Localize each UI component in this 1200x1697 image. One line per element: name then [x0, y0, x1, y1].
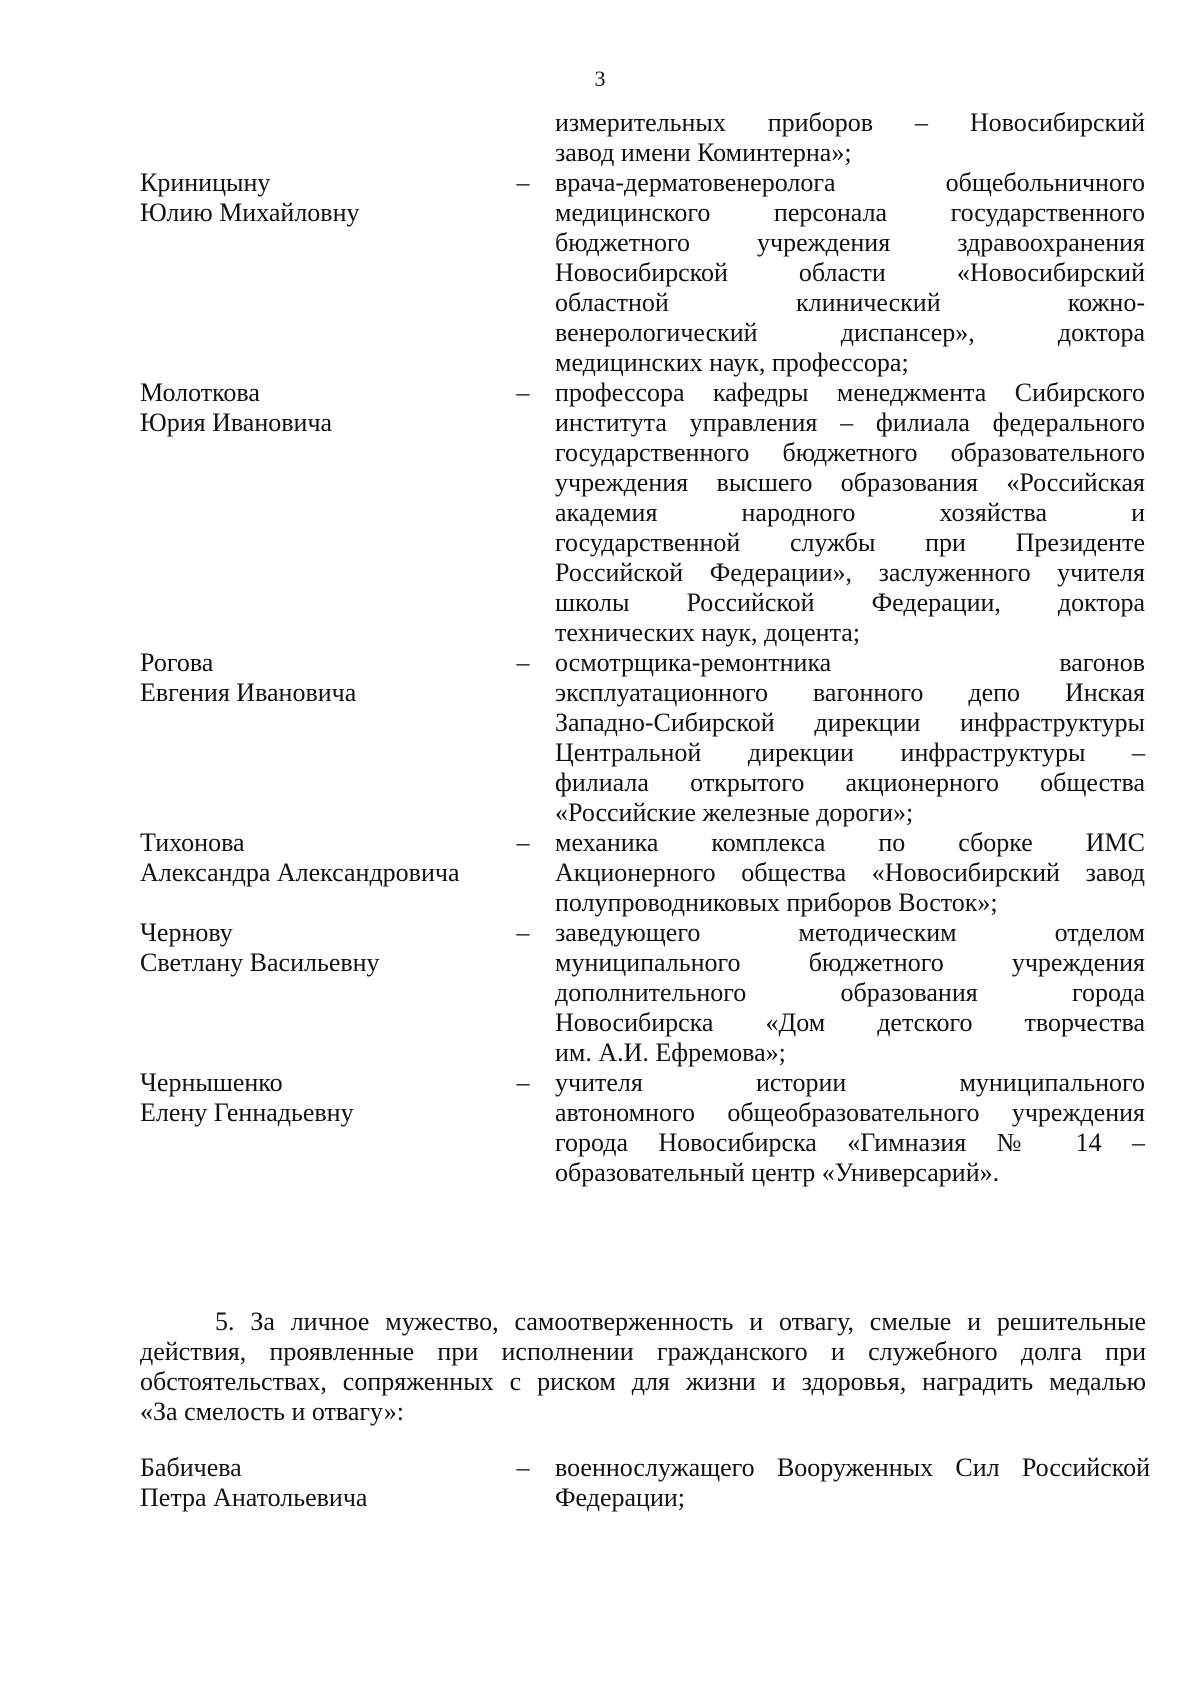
surname: Чернышенко — [140, 1068, 283, 1097]
paragraph-line: 5. За личное мужество, самоотверженность и отвагу, смелые и решительные — [215, 1307, 1146, 1336]
entry-dash: – — [516, 828, 530, 857]
entry-description — [555, 1068, 1145, 1188]
paragraph-line: «За смелость и отвагу»: — [140, 1397, 404, 1426]
description-line: военнослужащего Вооруженных Сил Российской — [555, 1453, 1150, 1482]
entry-name — [140, 828, 500, 888]
description-line: академия народного хозяйства и — [555, 498, 1145, 527]
description-line: учителя истории муниципального — [555, 1068, 1145, 1097]
description-line: медицинских наук, профессора; — [555, 348, 909, 377]
entry-name — [140, 1068, 500, 1128]
description-line: Новосибирска «Дом детского творчества — [555, 1008, 1145, 1037]
given-names: Елену Геннадьевну — [140, 1098, 354, 1127]
list-item-continuation — [0, 108, 1200, 168]
page-number: 3 — [594, 66, 606, 91]
entry-dash: – — [516, 378, 530, 407]
description-line: муниципального бюджетного учреждения — [555, 948, 1145, 977]
description-line: врача-дерматовенеролога общебольничного — [555, 168, 1145, 197]
description-line: дополнительного образования города — [555, 978, 1145, 1007]
given-names: Александра Александровича — [140, 858, 460, 887]
entry-description — [555, 1453, 1150, 1513]
description-line: профессора кафедры менеджмента Сибирского — [555, 378, 1145, 407]
entry-name — [140, 1453, 500, 1513]
list-item — [0, 648, 1200, 828]
description-line: города Новосибирска «Гимназия № 14 – — [555, 1128, 1145, 1157]
description-line: Федерации; — [555, 1483, 686, 1512]
entry-description — [555, 918, 1145, 1068]
list-item — [0, 918, 1200, 1068]
description-line: измерительных приборов – Новосибирский — [555, 108, 1145, 137]
award-list-medal — [0, 1453, 1200, 1513]
entry-dash: – — [516, 918, 530, 947]
description-line: механика комплекса по сборке ИМС — [555, 828, 1145, 857]
entry-description — [555, 828, 1145, 918]
entry-dash: – — [516, 648, 530, 677]
description-line: венерологический диспансер», доктора — [555, 318, 1145, 347]
surname: Криницыну — [140, 168, 271, 197]
list-item — [0, 168, 1200, 378]
entry-dash: – — [516, 168, 530, 197]
list-item — [0, 1068, 1200, 1188]
entry-description — [555, 648, 1145, 828]
description-line: школы Российской Федерации, доктора — [555, 588, 1145, 617]
entry-dash: – — [516, 1068, 530, 1097]
description-line: Акционерного общества «Новосибирский завод — [555, 858, 1145, 887]
description-line: заведующего методическим отделом — [555, 918, 1145, 947]
description-line: государственного бюджетного образовательного — [555, 438, 1145, 467]
entry-description — [555, 108, 1145, 168]
surname: Молоткова — [140, 378, 260, 407]
description-line: полупроводниковых приборов Восток»; — [555, 888, 998, 917]
description-line: Российской Федерации», заслуженного учителя — [555, 558, 1145, 587]
given-names: Петра Анатольевича — [140, 1483, 368, 1512]
description-line: государственной службы при Президенте — [555, 528, 1145, 557]
description-line: автономного общеобразовательного учреждения — [555, 1098, 1145, 1127]
description-line: Западно-Сибирской дирекции инфраструктуры — [555, 708, 1145, 737]
list-item — [0, 378, 1200, 648]
award-list — [0, 108, 1200, 1188]
description-line: учреждения высшего образования «Российская — [555, 468, 1145, 497]
entry-name — [140, 378, 500, 438]
description-line: медицинского персонала государственного — [555, 198, 1145, 227]
entry-description — [555, 378, 1145, 648]
description-line: им. А.И. Ефремова»; — [555, 1038, 786, 1067]
description-line: эксплуатационного вагонного депо Инская — [555, 678, 1145, 707]
entry-name — [140, 918, 500, 978]
surname: Тихонова — [140, 828, 245, 857]
entry-name — [140, 168, 500, 228]
section-5-paragraph — [140, 1307, 1146, 1427]
description-line: «Российские железные дороги»; — [555, 798, 914, 827]
paragraph-line: действия, проявленные при исполнении гражданского и служебного долга при — [140, 1337, 1146, 1366]
description-line: завод имени Коминтерна»; — [555, 138, 852, 167]
description-line: областной клинический кожно- — [555, 288, 1145, 317]
entry-dash: – — [516, 1453, 530, 1482]
description-line: Центральной дирекции инфраструктуры – — [555, 738, 1145, 767]
description-line: бюджетного учреждения здравоохранения — [555, 228, 1145, 257]
description-line: филиала открытого акционерного общества — [555, 768, 1145, 797]
surname: Рогова — [140, 648, 214, 677]
paragraph-line: обстоятельствах, сопряженных с риском для жизни и здоровья, наградить медалью — [140, 1367, 1146, 1396]
entry-description — [555, 168, 1145, 378]
given-names: Светлану Васильевну — [140, 948, 380, 977]
description-line: образовательный центр «Универсарий». — [555, 1158, 1000, 1187]
description-line: Новосибирской области «Новосибирский — [555, 258, 1145, 287]
description-line: осмотрщика-ремонтника вагонов — [555, 648, 1145, 677]
entry-name — [140, 648, 500, 708]
description-line: технических наук, доцента; — [555, 618, 861, 647]
list-item — [0, 828, 1200, 918]
given-names: Евгения Ивановича — [140, 678, 357, 707]
list-item — [0, 1453, 1200, 1513]
given-names: Юлию Михайловну — [140, 198, 360, 227]
given-names: Юрия Ивановича — [140, 408, 333, 437]
description-line: института управления – филиала федерального — [555, 408, 1145, 437]
surname: Бабичева — [140, 1453, 242, 1482]
surname: Чернову — [140, 918, 233, 947]
